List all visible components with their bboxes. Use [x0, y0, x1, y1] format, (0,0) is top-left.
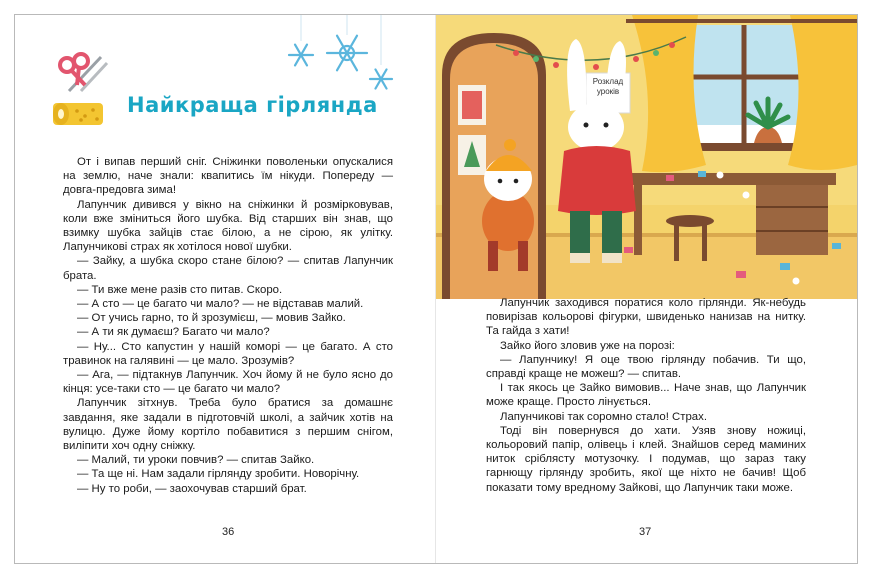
paragraph: Лапунчик зітхнув. Треба було братися за домашнє завдання, яке задали в підготовчій школі, а зайчик хотів на вулицю. Дуже йому кортіло побавитися з першим снігом, виліпити хоч одну сніжку.	[63, 397, 393, 453]
paragraph: — Ну... Сто капустин у нашій коморі — це багато. А сто травинок на галявині — це мало. Зрозумів?	[63, 340, 393, 367]
page-title: Найкраща гірлянда	[127, 93, 378, 117]
left-page	[15, 15, 436, 563]
paragraph: — А ти як думаєш? Багато чи мало?	[77, 326, 270, 339]
paragraph: — Зайку, а шубка скоро стане білою? — спитав Лапунчик брата.	[63, 255, 393, 282]
paragraph: — От учись гарно, то й зрозумієш, — мовив Зайко.	[77, 312, 346, 325]
paragraph: — Малий, ти уроки повчив? — спитав Зайко.	[77, 454, 315, 467]
paragraph: — Лапунчику! Я оце твою гірлянду побачив. Ти що, справді краще не можеш? — спитав.	[486, 353, 806, 381]
paragraph: Лапунчикові так соромно стало! Страх.	[500, 410, 708, 423]
paragraph: — Та ще ні. Нам задали гірлянду зробити. Новорічну.	[77, 468, 360, 481]
page-number: 37	[639, 526, 652, 538]
paragraph: Лапунчик заходився поратися коло гірлянди. Як-небудь повирізав кольорові фігурки, швиденько нанизав на нитку. Та гайда з хати!	[486, 297, 806, 338]
poster-text: Розклад уроків	[592, 77, 624, 96]
paragraph: Зайко його зловив уже на порозі:	[500, 339, 675, 352]
paragraph: — Ти вже мене разів сто питав. Скоро.	[77, 283, 283, 296]
bunnies-illustration	[436, 15, 857, 299]
paragraph: — Ага, — підтакнув Лапунчик. Хоч йому й не було ясно до кінця: усе-таки сто — це багато чи мало?	[63, 369, 393, 396]
paragraph: — Ну то роби, — заохочував старший брат.	[77, 482, 307, 495]
right-page-text	[486, 296, 806, 495]
page-number: 36	[222, 526, 235, 538]
right-page	[436, 15, 857, 563]
tape-roll-icon	[51, 97, 107, 131]
book-spread	[14, 14, 858, 564]
snowflake-icon	[281, 15, 401, 99]
left-page-text	[63, 155, 393, 496]
paragraph: І так якось це Зайко вимовив... Наче знав, що Лапунчик може краще. Просто лінується.	[486, 382, 806, 409]
scissors-icon	[55, 51, 113, 103]
paragraph: Лапунчик дивився у вікно на сніжинки й розмірковував, коли вже зміниться його шубка. Від старших він знав, що взимку шубка зайців стає білою, а не сірою, як улітку. Лапунчикові страх як хотілося нової шубки.	[63, 198, 393, 254]
paragraph: Тоді він повернувся до хати. Узяв знову ножиці, кольоровий папір, олівець і клей. Знайшов серед маминих ниток сріблясту мотузочку. І подумав, що зараз таку гарнющу гірлянду зробить, якої ще ніхто не бачив! Щоб показати тому вредному Зайкові, що Лапунчик таки може.	[486, 424, 806, 494]
paragraph: — А сто — це багато чи мало? — не відставав малий.	[77, 298, 364, 311]
paragraph: От і випав перший сніг. Сніжинки поволеньки опускалися на землю, наче знали: квапитись їм нікуди. Попереду — довга-предовга зима!	[63, 156, 393, 197]
